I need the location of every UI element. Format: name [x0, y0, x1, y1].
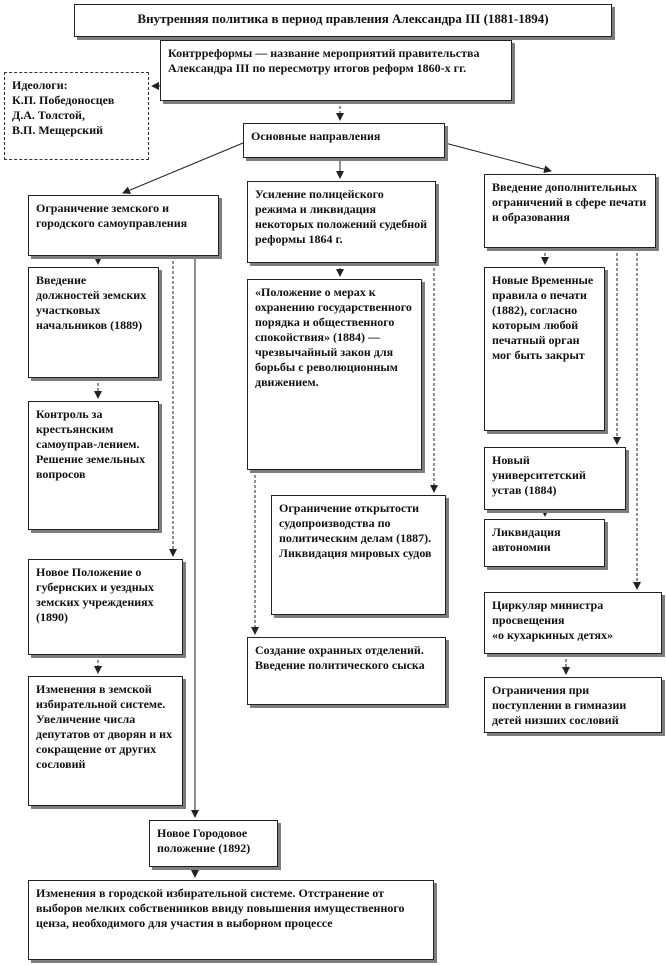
zemstvo-regulation-box: Новое Положение о губернских и уездных земских учреждениях (1890) [28, 559, 183, 655]
right-heading-box: Введение дополнительных ограничений в сфере печати и образования [484, 174, 656, 248]
zemstvo-electoral-box: Изменения в земской избирательной системе. Увеличение числа депутатов от дворян и их сокращение от других сословий [28, 676, 183, 806]
middle-heading-box: Усиление полицейского режима и ликвидация некоторых положений судебной реформы 1864 г. [247, 181, 436, 263]
zemstvo-chiefs-box: Введение должностей земских участковых начальников (1889) [28, 267, 159, 378]
autonomy-box: Ликвидация автономии [484, 519, 605, 567]
peasant-control-box: Контроль за крестьянским самоуправ-лением. Решение земельных вопросов [28, 401, 159, 530]
university-charter-box: Новый университетский устав (1884) [484, 447, 626, 510]
main-directions-box: Основные направления [243, 123, 445, 158]
arrow-to-right-heading [445, 143, 551, 171]
security-departments-box: Создание охранных отделений. Введение политического сыска [247, 637, 446, 705]
diagram-title: Внутренняя политика в период правления Александра III (1881-1894) [74, 4, 612, 37]
city-regulation-box: Новое Городовое положение (1892) [149, 820, 278, 867]
cooks-circular-box: Циркуляр министра просвещения «о кухаркиных детях» [484, 592, 662, 654]
emergency-law-box: «Положение о мерах к охранению государственного порядка и общественного спокойствия» (1884) — чрезвычайный закон для борьбы с революционным движением. [247, 279, 422, 470]
press-rules-box: Новые Временные правила о печати (1882), согласно которым любой печатный орган мог быть закрыт [484, 267, 605, 431]
gymnasium-restrictions-box: Ограничения при поступлении в гимназии детей низших сословий [484, 677, 662, 733]
left-heading-box: Ограничение земского и городского самоуправления [28, 195, 219, 256]
counter-reforms-box: Контрреформы — название мероприятий правительства Александра III по пересмотру итогов реформ 1860-х гг. [160, 40, 512, 101]
city-electoral-box: Изменения в городской избирательной системе. Отстранение от выборов мелких собственников ввиду повышения имущественного ценза, необходимого для участия в выборном процессе [28, 880, 434, 960]
ideologists-box: Идеологи: К.П. Победоносцев Д.А. Толстой, В.П. Мещерский [4, 72, 149, 160]
court-openness-box: Ограничение открытости судопроизводства по политическим делам (1887). Ликвидация мировых судов [271, 495, 446, 615]
